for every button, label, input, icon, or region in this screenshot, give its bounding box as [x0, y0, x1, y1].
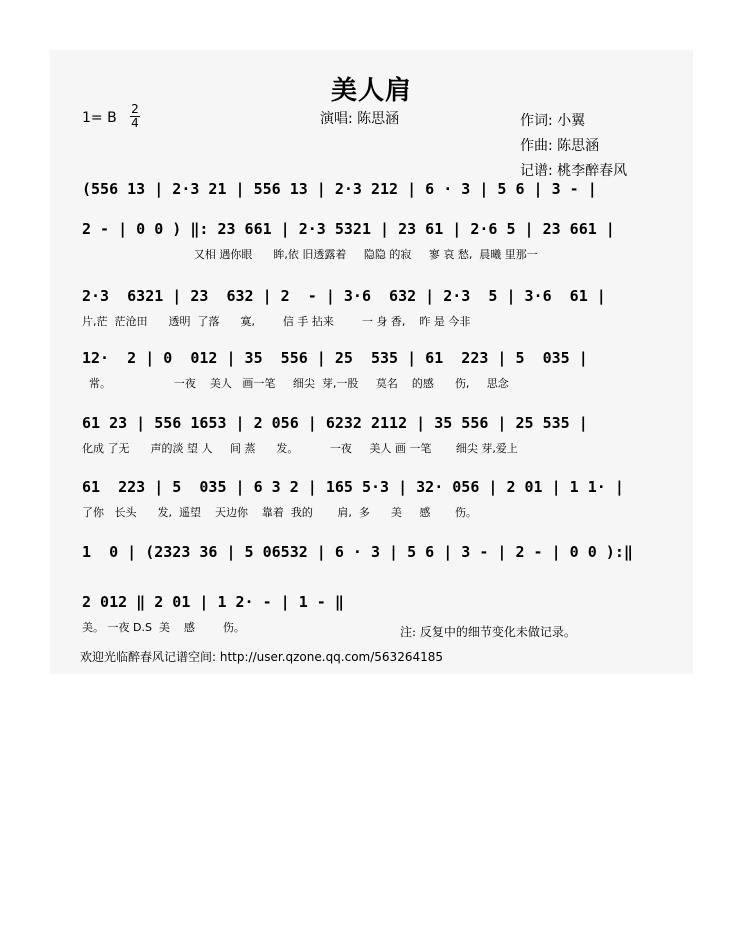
composer-credit: 作曲: 陈思涵: [520, 138, 600, 154]
footer-link-text: 欢迎光临醉春风记谱空间: http://user.qzone.qq.com/563264185: [80, 650, 444, 664]
score-row-6: [82, 478, 662, 518]
score-row-3: [82, 287, 662, 327]
lyrics-line: 美。 一夜 D.S 美 感 伤。: [82, 621, 245, 634]
notation-line: (556 13 | 2·3 21 | 556 13 | 2·3 212 | 6 · 3 | 5 6 | 3 - |: [82, 180, 597, 198]
score-row-1: [82, 180, 662, 220]
score-row-4: [82, 349, 662, 389]
key-signature: 1= B: [82, 110, 117, 126]
singer-credit: 演唱: 陈思涵: [320, 111, 400, 127]
score-row-5: [82, 414, 662, 454]
repeat-note: 注: 反复中的细节变化未做记录。: [400, 625, 576, 639]
lyrics-line: 常。 一夜 美人 画一笔 细尖 芽,一股 莫名 的感 伤, 思念: [82, 377, 509, 390]
lyricist-credit: 作词: 小翼: [520, 113, 586, 129]
lyrics-line: 片,茫 茫沧田 透明 了落 寞, 信 手 拈来 一 身 香, 昨 是 今非: [82, 315, 471, 328]
score-row-2: [82, 220, 662, 260]
transcriber-credit: 记谱: 桃李醉春风: [520, 163, 628, 179]
notation-line: 12· 2 | 0 012 | 35 556 | 25 535 | 61 223 | 5 035 |: [82, 349, 588, 367]
notation-line: 2·3 6321 | 23 632 | 2 - | 3·6 632 | 2·3 5 | 3·6 61 |: [82, 287, 606, 305]
lyrics-line: 化成 了无 声的淡 望 人 间 蒸 发。 一夜 美人 画 一笔 细尖 芽,爱上: [82, 442, 518, 455]
song-title: 美人肩: [330, 76, 412, 106]
notation-line: 61 223 | 5 035 | 6 3 2 | 165 5·3 | 32· 056 | 2 01 | 1 1· |: [82, 478, 624, 496]
lyrics-line: 又相 遇你眼 眸,依 旧透露着 隐隐 的寂 寥 哀 愁, 晨曦 里那一: [82, 248, 538, 261]
score-row-7: [82, 543, 662, 583]
notation-line: 2 012 ‖ 2 01 | 1 2· - | 1 - ‖: [82, 593, 344, 611]
time-signature: [130, 103, 140, 130]
notation-line: 61 23 | 556 1653 | 2 056 | 6232 2112 | 35 556 | 25 535 |: [82, 414, 588, 432]
lyrics-line: 了你 长头 发, 遥望 天边你 靠着 我的 肩, 多 美 感 伤。: [82, 506, 477, 519]
time-top: 2: [131, 102, 139, 116]
notation-line: 2 - | 0 0 ) ‖: 23 661 | 2·3 5321 | 23 61 | 2·6 5 | 23 661 |: [82, 220, 615, 238]
time-bottom: 4: [131, 116, 139, 130]
score-sheet: [50, 50, 693, 674]
notation-line: 1 0 | (2323 36 | 5 06532 | 6 · 3 | 5 6 | 3 - | 2 - | 0 0 ):‖: [82, 543, 633, 561]
